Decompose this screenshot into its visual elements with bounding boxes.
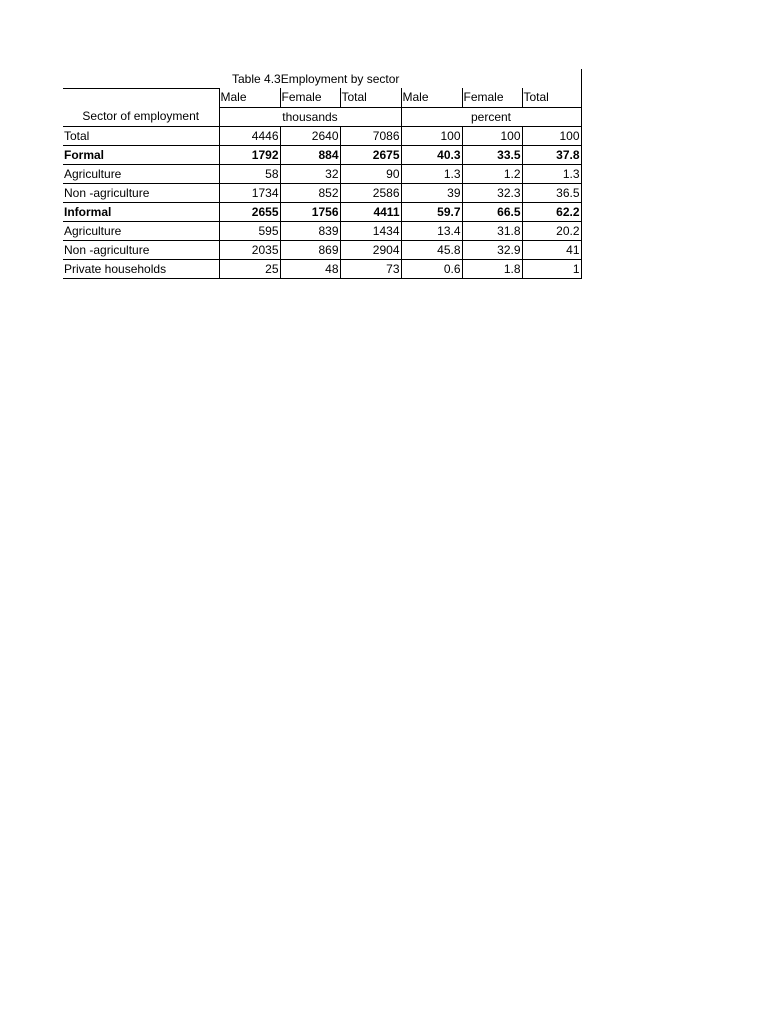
table-cell: 33.5 <box>462 145 522 164</box>
table-cell: 595 <box>219 221 280 240</box>
table-cell: 31.8 <box>462 221 522 240</box>
table-cell: 2655 <box>219 202 280 221</box>
table-cell: 1.3 <box>401 164 462 183</box>
unit-percent: percent <box>401 107 581 126</box>
row-label: Informal <box>63 202 219 221</box>
table-cell: 73 <box>340 259 401 278</box>
table-row <box>63 259 581 278</box>
table-cell: 66.5 <box>462 202 522 221</box>
table-row <box>63 240 581 259</box>
table-cell: 1.3 <box>522 164 581 183</box>
table-cell: 41 <box>522 240 581 259</box>
row-label: Non -agriculture <box>63 240 219 259</box>
col-header-female-percent: Female <box>462 88 522 107</box>
table-cell: 100 <box>522 126 581 145</box>
title-row <box>63 69 581 88</box>
table-cell: 852 <box>280 183 340 202</box>
col-header-female-thousands: Female <box>280 88 340 107</box>
row-label: Agriculture <box>63 164 219 183</box>
table-cell: 839 <box>280 221 340 240</box>
table-row <box>63 126 581 145</box>
table-body <box>63 126 581 278</box>
table-row <box>63 183 581 202</box>
table-cell: 100 <box>401 126 462 145</box>
table-cell: 2035 <box>219 240 280 259</box>
table-cell: 1.2 <box>462 164 522 183</box>
table-title: Table 4.3Employment by sector <box>219 69 581 88</box>
row-header-label: Sector of employment <box>63 107 219 126</box>
table-row <box>63 221 581 240</box>
table-cell: 2904 <box>340 240 401 259</box>
row-label: Private households <box>63 259 219 278</box>
table-cell: 90 <box>340 164 401 183</box>
table-cell: 45.8 <box>401 240 462 259</box>
table-cell: 0.6 <box>401 259 462 278</box>
table-cell: 32 <box>280 164 340 183</box>
col-header-total-thousands: Total <box>340 88 401 107</box>
table-cell: 1 <box>522 259 581 278</box>
table-cell: 32.9 <box>462 240 522 259</box>
col-header-male-thousands: Male <box>219 88 280 107</box>
row-label: Agriculture <box>63 221 219 240</box>
row-label: Formal <box>63 145 219 164</box>
row-label: Non -agriculture <box>63 183 219 202</box>
table-cell: 7086 <box>340 126 401 145</box>
table-cell: 58 <box>219 164 280 183</box>
table-cell: 2586 <box>340 183 401 202</box>
column-header-row <box>63 88 581 107</box>
table-cell: 100 <box>462 126 522 145</box>
table-cell: 32.3 <box>462 183 522 202</box>
table-cell: 4411 <box>340 202 401 221</box>
table-cell: 2640 <box>280 126 340 145</box>
table-cell: 1756 <box>280 202 340 221</box>
col-header-total-percent: Total <box>522 88 581 107</box>
table-cell: 36.5 <box>522 183 581 202</box>
unit-thousands: thousands <box>219 107 401 126</box>
table-cell: 4446 <box>219 126 280 145</box>
table-cell: 13.4 <box>401 221 462 240</box>
table-cell: 1792 <box>219 145 280 164</box>
table-cell: 40.3 <box>401 145 462 164</box>
table-cell: 884 <box>280 145 340 164</box>
table-cell: 62.2 <box>522 202 581 221</box>
table-cell: 39 <box>401 183 462 202</box>
unit-row <box>63 107 581 126</box>
table-cell: 1.8 <box>462 259 522 278</box>
table-cell: 59.7 <box>401 202 462 221</box>
col-header-male-percent: Male <box>401 88 462 107</box>
table-cell: 1734 <box>219 183 280 202</box>
row-label: Total <box>63 126 219 145</box>
table-cell: 25 <box>219 259 280 278</box>
table-cell: 20.2 <box>522 221 581 240</box>
table-row <box>63 202 581 221</box>
table-row <box>63 145 581 164</box>
table-cell: 869 <box>280 240 340 259</box>
table-row <box>63 164 581 183</box>
table-cell: 2675 <box>340 145 401 164</box>
table-cell: 48 <box>280 259 340 278</box>
table-cell: 37.8 <box>522 145 581 164</box>
employment-table <box>63 69 582 279</box>
table-cell: 1434 <box>340 221 401 240</box>
